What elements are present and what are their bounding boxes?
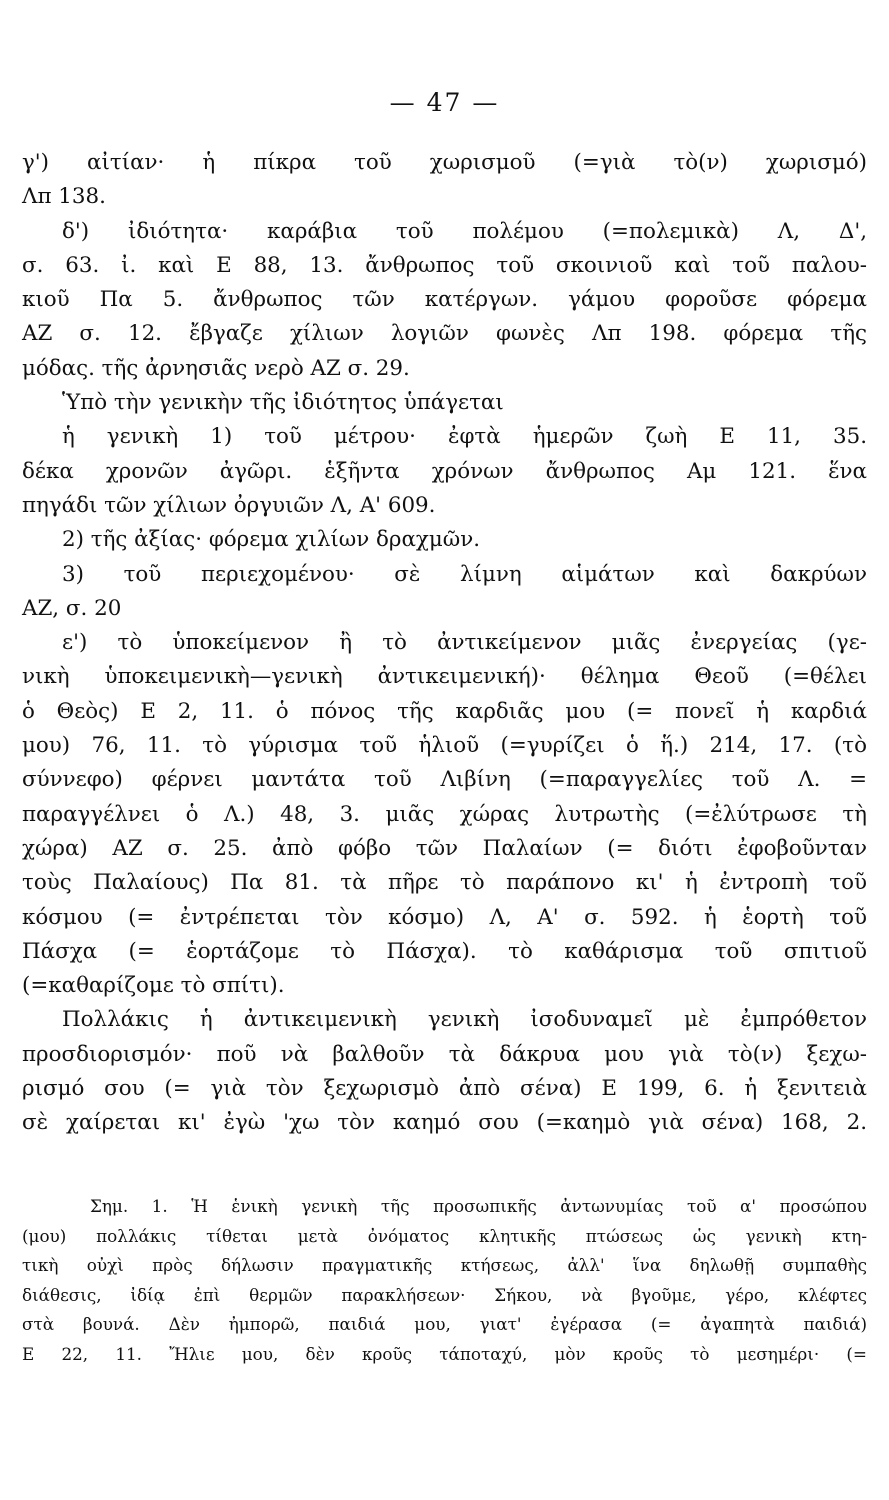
footnote-line: (μου) πολλάκις τίθεται μετὰ ὀνόματος κλητικῆς πτώσεως ὡς γενικὴ κτη- — [22, 1225, 867, 1246]
text-line: μόδας. τῆς ἀρνησιᾶς νερὸ ΑΖ σ. 29. — [22, 355, 410, 381]
text-line: 3) τοῦ περιεχομένου· σὲ λίμνη αἱμάτων καὶ δακρύων — [62, 561, 867, 587]
text-line: ΑΖ, σ. 20 — [22, 595, 122, 621]
footnote-line: διάθεσις, ἰδίᾳ ἐπὶ θερμῶν παρακλήσεων· Σήκου, νὰ βγοῦμε, γέρο, κλέφτες — [22, 1284, 867, 1305]
text-line: ἡ γενικὴ 1) τοῦ μέτρου· ἐφτὰ ἡμερῶν ζωὴ Ε 11, 35. — [62, 424, 867, 450]
text-line: ὁ Θεὸς) Ε 2, 11. ὁ πόνος τῆς καρδιᾶς μου (= πονεῖ ἡ καρδιά — [22, 698, 867, 724]
text-line: κόσμου (= ἐντρέπεται τὸν κόσμο) Λ, Α' σ. 592. ἡ ἑορτὴ τοῦ — [22, 904, 867, 930]
body-text — [22, 146, 867, 1141]
text-line: μου) 76, 11. τὸ γύρισμα τοῦ ἡλιοῦ (=γυρίζει ὁ ἥ.) 214, 17. (τὸ — [22, 733, 867, 759]
text-line: σύννεφο) φέρνει μαντάτα τοῦ Λιβίνη (=παραγγελίες τοῦ Λ. = — [22, 767, 867, 793]
text-line: τοὺς Παλαίους) Πα 81. τὰ πῆρε τὸ παράπονο κι' ἡ ἐντροπὴ τοῦ — [22, 870, 867, 896]
text-line: παραγγέλνει ὁ Λ.) 48, 3. μιᾶς χώρας λυτρωτὴς (=ἐλύτρωσε τὴ — [22, 801, 867, 827]
text-line: ρισμό σου (= γιὰ τὸν ξεχωρισμὸ ἀπὸ σένα) Ε 199, 6. ἡ ξενιτειὰ — [22, 1076, 867, 1102]
page-number: — 47 — — [389, 88, 500, 117]
text-line: ε') τὸ ὑποκείμενον ἢ τὸ ἀντικείμενον μιᾶς ἐνεργείας (γε- — [62, 630, 867, 656]
text-line: κιοῦ Πα 5. ἄνθρωπος τῶν κατέργων. γάμου φοροῦσε φόρεμα — [22, 287, 867, 313]
text-line: σὲ χαίρεται κι' ἐγὼ 'χω τὸν καημό σου (=καημὸ γιὰ σένα) 168, 2. — [22, 1110, 867, 1136]
text-line: σ. 63. ἰ. καὶ Ε 88, 13. ἄνθρωπος τοῦ σκοινιοῦ καὶ τοῦ παλου- — [22, 252, 867, 278]
text-line: Ὑπὸ τὴν γενικὴν τῆς ἰδιότητος ὑπάγεται — [62, 390, 504, 416]
footnote — [22, 1192, 867, 1370]
text-line: δέκα χρονῶν ἀγῶρι. ἑξῆντα χρόνων ἄνθρωπος Αμ 121. ἕνα — [22, 458, 867, 484]
text-line: Λπ 138. — [22, 184, 106, 210]
footnote-line: στὰ βουνά. Δὲν ἠμπορῶ, παιδιά μου, γιατ' ἐγέρασα (= ἀγαπητὰ παιδιά) — [22, 1314, 867, 1335]
text-line: χώρα) ΑΖ σ. 25. ἀπὸ φόβο τῶν Παλαίων (= διότι ἐφοβοῦνταν — [22, 835, 867, 861]
footnote-line: τικὴ οὐχὶ πρὸς δήλωσιν πραγματικῆς κτήσεως, ἀλλ' ἵνα δηλωθῇ συμπαθὴς — [22, 1255, 867, 1276]
text-line: νικὴ ὑποκειμενικὴ—γενικὴ ἀντικειμενική)· θέλημα Θεοῦ (=θέλει — [22, 664, 867, 690]
text-line: ΑΖ σ. 12. ἔβγαζε χίλιων λογιῶν φωνὲς Λπ 198. φόρεμα τῆς — [22, 321, 867, 347]
text-line: προσδιορισμόν· ποῦ νὰ βαλθοῦν τὰ δάκρυα μου γιὰ τὸ(ν) ξεχω- — [22, 1041, 867, 1067]
text-line: (=καθαρίζομε τὸ σπίτι). — [22, 973, 285, 999]
text-line: γ') αἰτίαν· ἡ πίκρα τοῦ χωρισμοῦ (=γιὰ τὸ(ν) χωρισμό) — [22, 150, 867, 175]
text-line: Πάσχα (= ἑορτάζομε τὸ Πάσχα). τὸ καθάρισμα τοῦ σπιτιοῦ — [22, 938, 867, 964]
footnote-line: Σημ. 1. Ἡ ἑνικὴ γενικὴ τῆς προσωπικῆς ἀντωνυμίας τοῦ α' προσώπου — [90, 1196, 867, 1216]
footnote-line: Ε 22, 11. Ἤλιε μου, δὲν κροῦς τάποταχύ, μὸν κροῦς τὸ μεσημέρι· (= — [22, 1343, 867, 1364]
text-line: δ') ἰδιότητα· καράβια τοῦ πολέμου (=πολεμικὰ) Λ, Δ', — [62, 218, 867, 244]
text-line: 2) τῆς ἀξίας· φόρεμα χιλίων δραχμῶν. — [62, 527, 481, 553]
text-line: πηγάδι τῶν χίλιων ὀργυιῶν Λ, Α' 609. — [22, 492, 436, 518]
text-line: Πολλάκις ἡ ἀντικειμενικὴ γενικὴ ἰσοδυναμεῖ μὲ ἐμπρόθετον — [62, 1007, 867, 1033]
